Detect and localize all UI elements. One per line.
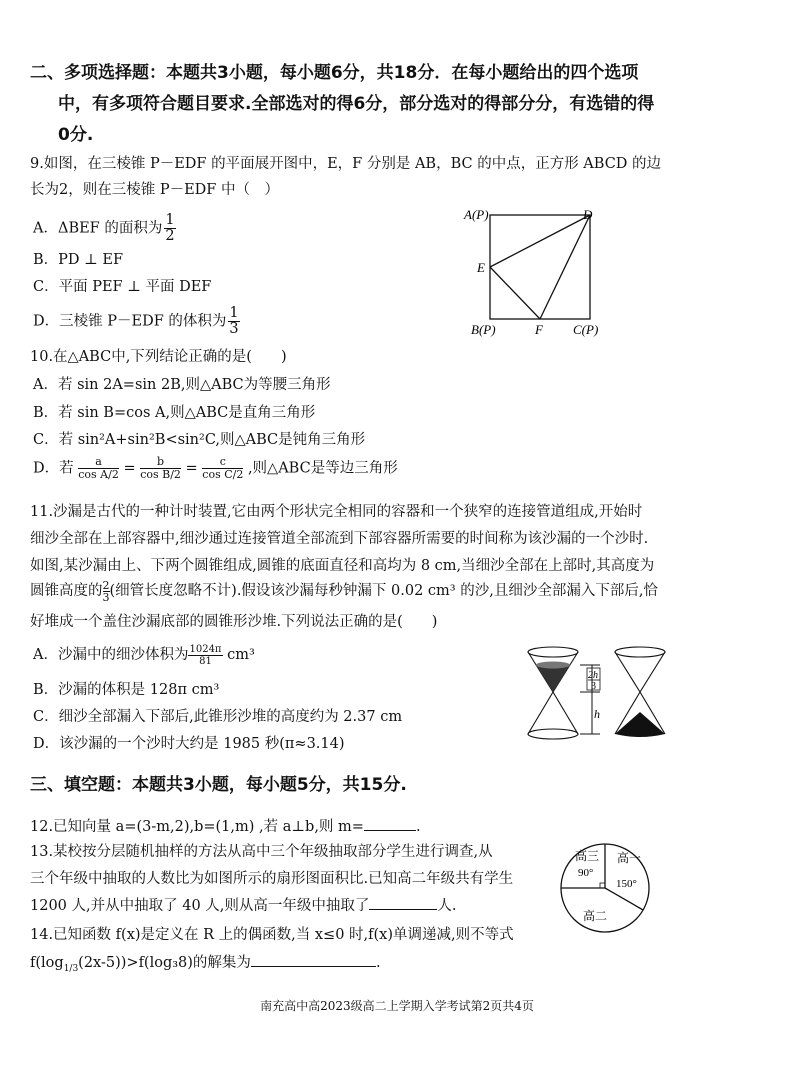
q11-stem-line4: 圆锥高度的 $\frac{2}{3}$ (细管长度忽略不计).假设该沙漏每秒钟漏下 0.02 cm³ 的沙,且细沙全部漏入下部后,恰 bbox=[30, 578, 658, 604]
q13-stem-line3: 1200 人,并从中抽取了 40 人,则从高一年级中抽取了 人. bbox=[30, 894, 457, 915]
q11-stem-line1: 11.沙漏是古代的一种计时装置,它由两个形状完全相同的容器和一个狭窄的连接管道组成,开始时 bbox=[30, 504, 643, 520]
label-grade1: 高一 bbox=[617, 851, 642, 865]
sand-pile bbox=[615, 712, 665, 737]
q12-stem: 12.已知向量 a=(3-m,2),b=(1,m) ,若 a⊥b,则 m= . bbox=[30, 815, 421, 836]
label-h: h bbox=[594, 707, 600, 721]
fraction: $\frac{1}{3}$ bbox=[229, 305, 239, 337]
segment-ed bbox=[490, 215, 590, 267]
label-grade2: 高二 bbox=[583, 909, 608, 923]
q9-option-b: B．PD ⊥ EF bbox=[33, 252, 124, 268]
q10-option-b: B．若 sin B=cos A,则△ABC是直角三角形 bbox=[33, 405, 316, 421]
q10-option-d: D．若 $\frac{a}{\text{cos A/2}}$ = $\frac{b}{\text{cos B/2}}$ = $\frac{c}{\text{cos C/2}}$ ,则△ABC是等边三角形 bbox=[33, 455, 398, 481]
q10-option-c: C．若 sin²A+sin²B<sin²C,则△ABC是钝角三角形 bbox=[33, 432, 366, 448]
fraction: $\frac{a}{\text{cos A/2}}$ bbox=[78, 455, 119, 481]
q13-answer-blank[interactable] bbox=[369, 895, 437, 910]
q9-option-c: C．平面 PEF ⊥ 平面 DEF bbox=[33, 279, 212, 295]
q14-stem-line1: 14.已知函数 f(x)是定义在 R 上的偶函数,当 x≤0 时,f(x)单调递减,则不等式 bbox=[30, 927, 514, 943]
label-150: 150° bbox=[616, 878, 637, 890]
q11-stem-line2: 细沙全部在上部容器中,细沙通过连接管道全部流到下部容器所需要的时间称为该沙漏的一个沙时. bbox=[30, 531, 649, 547]
q11-option-c: C．细沙全部漏入下部后,此锥形沙堆的高度约为 2.37 cm bbox=[33, 709, 403, 725]
q9-stem-line1: 9.如图，在三棱锥 P－EDF 的平面展开图中，E，F 分别是 AB，BC 的中点，正方形 ABCD 的边 bbox=[30, 156, 662, 172]
section3-heading: 三、填空题：本题共3小题，每小题5分，共15分. bbox=[30, 775, 407, 795]
page-footer: 南充高中高2023级高二上学期入学考试第2页共4页 bbox=[260, 999, 534, 1013]
fraction: $\frac{b}{\text{cos B/2}}$ bbox=[140, 455, 181, 481]
label-e: E bbox=[477, 260, 485, 275]
q11-stem-line5: 好堆成一个盖住沙漏底部的圆锥形沙堆.下列说法正确的是( ) bbox=[30, 614, 438, 630]
section2-heading-line1: 二、多项选择题：本题共3小题，每小题6分，共18分．在每小题给出的四个选项 bbox=[30, 63, 639, 83]
label-3: 3 bbox=[591, 681, 596, 692]
q9-option-d: D．三棱锥 P－EDF 的体积为 $\frac{1}{3}$ bbox=[33, 305, 239, 337]
q14-stem-line2: $f(\log_{1/3}(2x-5))>f(\log_38)$的解集为 . bbox=[30, 951, 381, 974]
q10-option-a: A．若 sin 2A=sin 2B,则△ABC为等腰三角形 bbox=[33, 377, 331, 393]
q11-stem-line3: 如图,某沙漏由上、下两个圆锥组成,圆锥的底面直径和高均为 8 cm,当细沙全部在上部时,其高度为 bbox=[30, 558, 655, 574]
label-a: A(P) bbox=[464, 207, 489, 222]
label-b: B(P) bbox=[471, 322, 496, 337]
hourglass-left bbox=[528, 647, 578, 739]
segment-ef bbox=[490, 267, 540, 319]
q14-answer-blank[interactable] bbox=[251, 952, 376, 967]
fraction: $\frac{1}{2}$ bbox=[165, 212, 175, 244]
label-2h: 2h bbox=[588, 670, 598, 681]
q9-square-figure bbox=[460, 205, 620, 345]
segment-fd bbox=[540, 215, 590, 319]
label-d: D bbox=[583, 207, 593, 222]
q9-stem-line2: 长为2，则在三棱锥 P－EDF 中（ ） bbox=[30, 182, 279, 198]
q10-stem: 10.在△ABC中,下列结论正确的是( ) bbox=[30, 349, 287, 365]
hourglass-right bbox=[615, 647, 665, 737]
pie-radius-lower-right bbox=[605, 888, 643, 910]
q11-option-b: B．沙漏的体积是 128π cm³ bbox=[33, 682, 220, 698]
q12-answer-blank[interactable] bbox=[364, 816, 416, 831]
fraction: $\frac{c}{\text{cos C/2}}$ bbox=[202, 455, 244, 481]
label-grade3: 高三 bbox=[575, 849, 600, 863]
q11-option-d: D．该沙漏的一个沙时大约是 1985 秒(π≈3.14) bbox=[33, 736, 345, 752]
sand-top bbox=[536, 665, 570, 692]
q13-stem-line1: 13.某校按分层随机抽样的方法从高中三个年级抽取部分学生进行调查,从 bbox=[30, 844, 493, 860]
q11-option-a: A．沙漏中的细沙体积为 $\frac{1024\pi}{81}$ cm³ bbox=[33, 643, 255, 667]
q11-hourglass-figure bbox=[520, 640, 690, 750]
label-c: C(P) bbox=[573, 322, 599, 337]
label-f: F bbox=[535, 322, 543, 337]
q13-pie-figure bbox=[555, 838, 655, 938]
fraction: $\frac{2}{3}$ bbox=[102, 578, 110, 604]
section2-heading-line3: 0分. bbox=[58, 125, 94, 145]
square-abcd bbox=[490, 215, 590, 319]
q9-option-a: A．ΔBEF 的面积为 $\frac{1}{2}$ bbox=[33, 212, 175, 244]
q13-stem-line2: 三个年级中抽取的人数比为如图所示的扇形图面积比.已知高二年级共有学生 bbox=[30, 871, 514, 887]
section2-heading-line2: 中，有多项符合题目要求.全部选对的得6分，部分选对的得部分分，有选错的得 bbox=[58, 94, 655, 114]
label-90: 90° bbox=[578, 867, 594, 879]
fraction: $\frac{1024\pi}{81}$ bbox=[189, 643, 222, 667]
